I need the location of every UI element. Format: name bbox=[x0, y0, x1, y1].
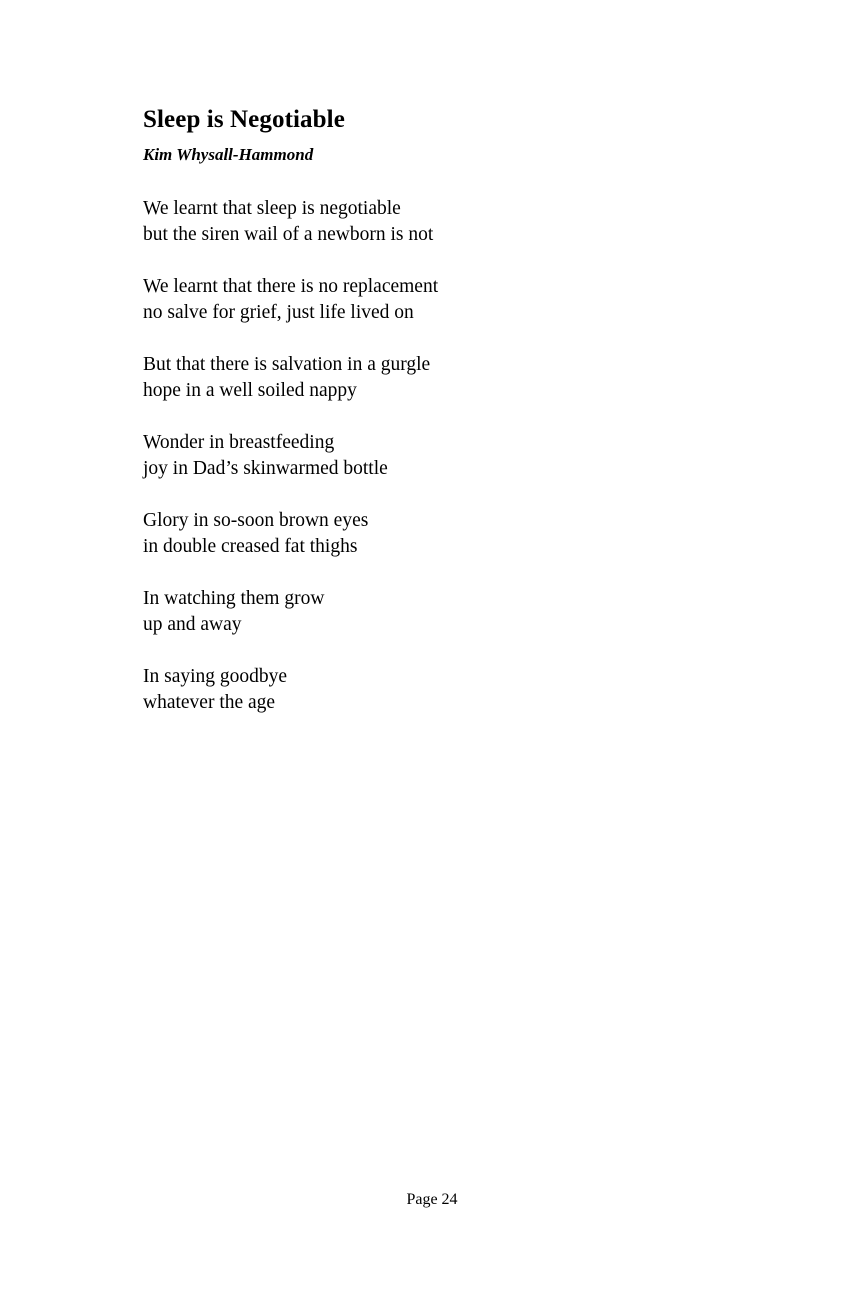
poem-stanza bbox=[143, 352, 743, 404]
poem-line: Wonder in breastfeeding bbox=[143, 432, 335, 453]
poem-stanza bbox=[143, 274, 743, 326]
poem-line: We learnt that sleep is negotiable bbox=[143, 198, 401, 219]
poem-line: but the siren wail of a newborn is not bbox=[143, 224, 434, 245]
poem-stanza bbox=[143, 664, 743, 716]
poem-line: In saying goodbye bbox=[143, 666, 288, 687]
poem-line: joy in Dad’s skinwarmed bottle bbox=[143, 458, 388, 479]
poem-stanza bbox=[143, 586, 743, 638]
poem-line: Glory in so-soon brown eyes bbox=[143, 510, 369, 531]
poem-stanza bbox=[143, 430, 743, 482]
page-footer bbox=[0, 1190, 864, 1210]
poem-author: Kim Whysall-Hammond bbox=[143, 145, 314, 164]
poem-stanza bbox=[143, 196, 743, 248]
page-title: Sleep is Negotiable bbox=[143, 106, 345, 133]
poem-container bbox=[143, 105, 743, 716]
poem-body bbox=[143, 196, 743, 716]
poem-line: up and away bbox=[143, 614, 242, 635]
poem-line: But that there is salvation in a gurgle bbox=[143, 354, 431, 375]
poem-line: whatever the age bbox=[143, 692, 276, 713]
poem-line: hope in a well soiled nappy bbox=[143, 380, 357, 401]
poem-line: in double creased fat thighs bbox=[143, 536, 358, 557]
poem-line: no salve for grief, just life lived on bbox=[143, 302, 414, 323]
poem-stanza bbox=[143, 508, 743, 560]
poem-line: We learnt that there is no replacement bbox=[143, 276, 439, 297]
poem-line: In watching them grow bbox=[143, 588, 325, 609]
page-number: Page 24 bbox=[406, 1191, 458, 1208]
